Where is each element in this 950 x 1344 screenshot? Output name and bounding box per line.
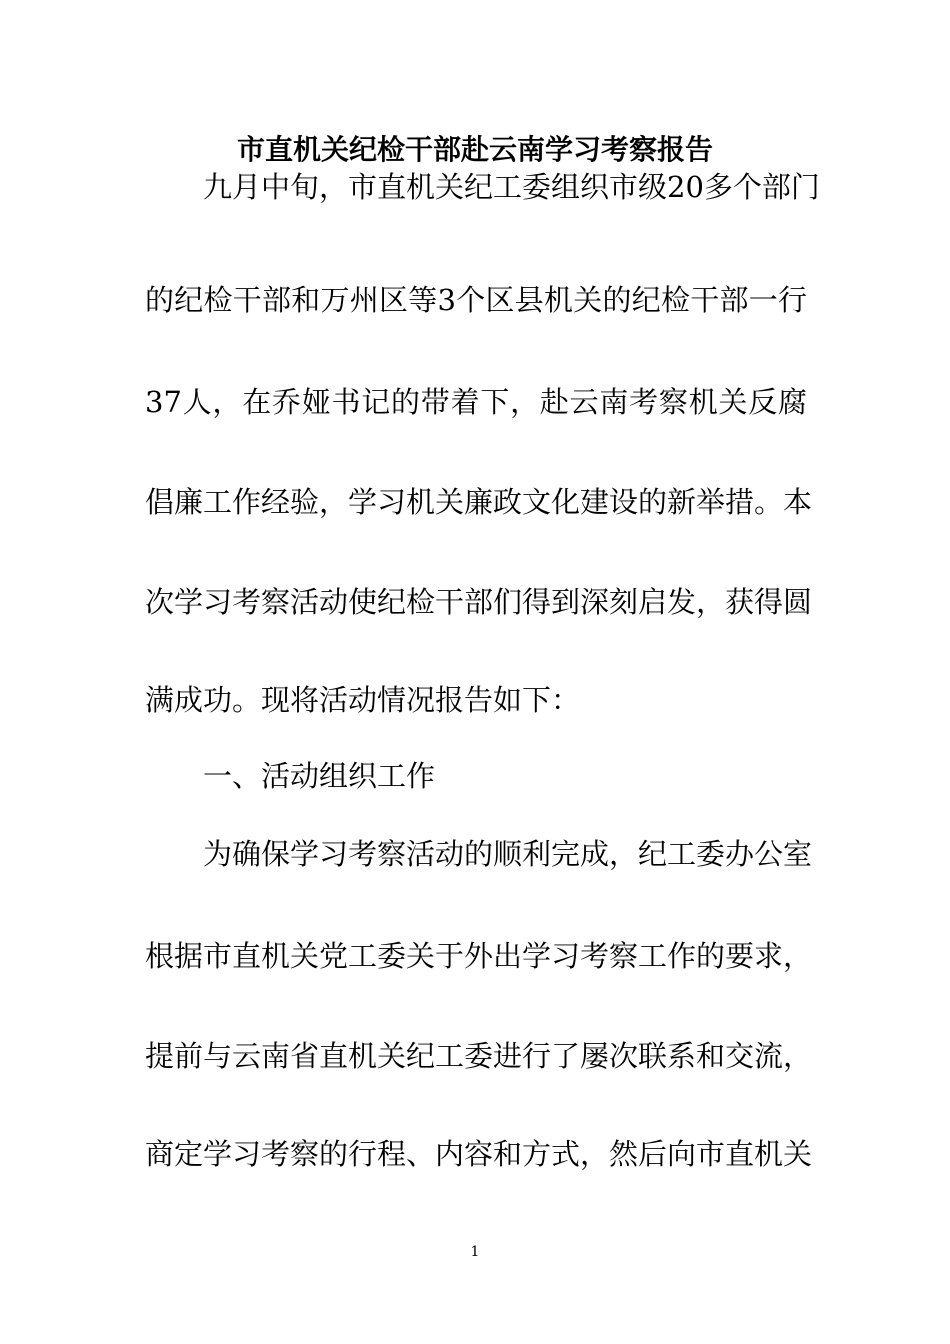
paragraph-line: 商定学习考察的行程、内容和方式，然后向市直机关 (145, 1137, 813, 1171)
paragraph-line: 倡廉工作经验，学习机关廉政文化建设的新举措。本 (145, 485, 813, 519)
paragraph-line: 次学习考察活动使纪检干部们得到深刻启发，获得圆 (145, 585, 813, 619)
document-title: 市直机关纪检干部赴云南学习考察报告 (236, 133, 713, 166)
paragraph-line: 九月中旬，市直机关纪工委组织市级20多个部门 (174, 170, 820, 204)
paragraph-line: 满成功。现将活动情况报告如下： (145, 683, 581, 717)
paragraph-line: 为确保学习考察活动的顺利完成，纪工委办公室 (174, 837, 813, 871)
section-heading: 一、活动组织工作 (174, 759, 436, 793)
paragraph-line: 提前与云南省直机关纪工委进行了屡次联系和交流， (145, 1039, 813, 1073)
paragraph-line: 根据市直机关党工委关于外出学习考察工作的要求， (145, 939, 813, 973)
paragraph-line: 37人，在乔娅书记的带着下，赴云南考察机关反腐 (145, 385, 807, 419)
page-number: 1 (470, 1244, 480, 1260)
paragraph-line: 的纪检干部和万州区等3个区县机关的纪检干部一行 (145, 283, 807, 317)
